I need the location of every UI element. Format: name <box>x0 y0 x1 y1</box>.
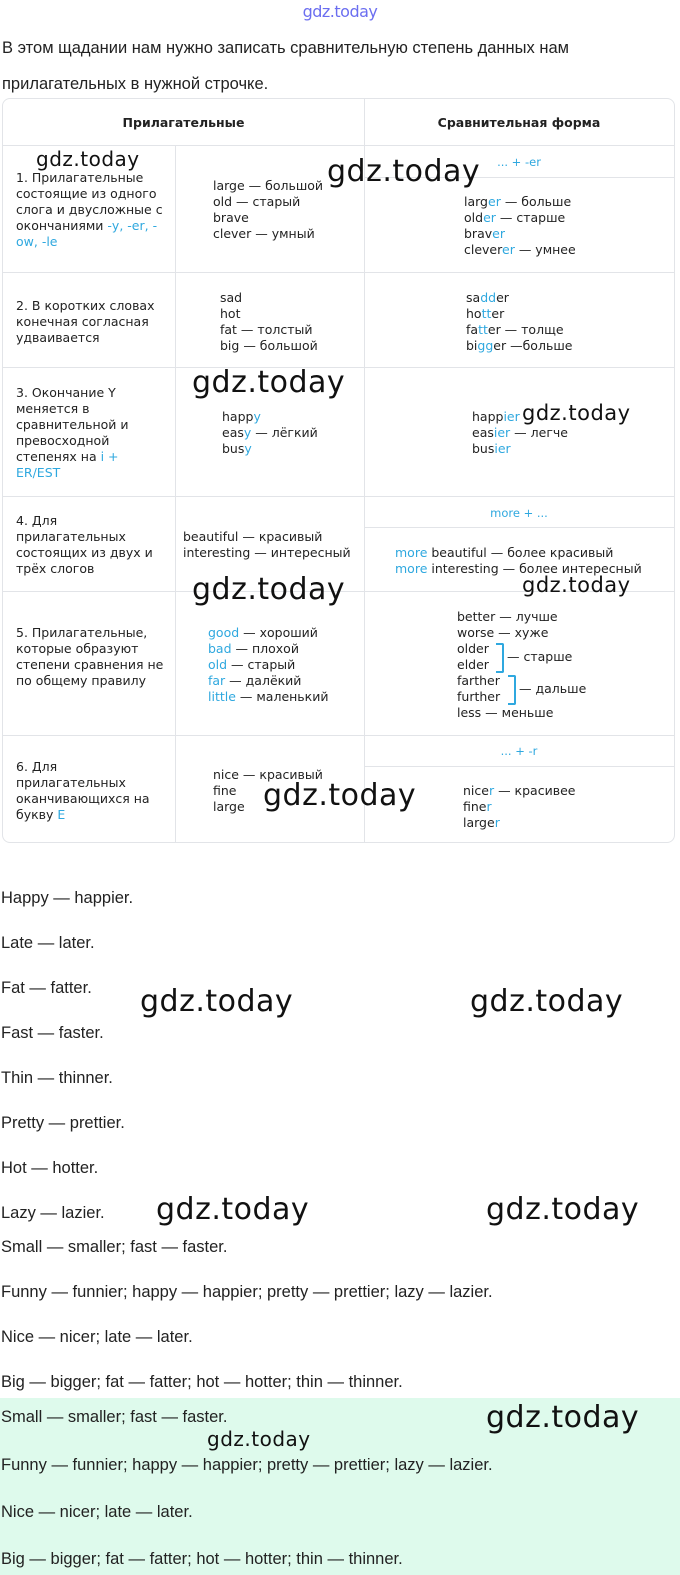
comparative: older — старше <box>464 210 566 225</box>
bracket-older-elder <box>496 643 504 673</box>
comparative: busier <box>472 441 511 456</box>
comparative: larger — больше <box>464 194 572 209</box>
rule-5: 5. Прилагательные, которые образуют степени сравнения не по общему правилу <box>16 625 164 688</box>
answer-line: Fast — faster. <box>1 1024 104 1042</box>
watermark: gdz.today <box>470 984 624 1019</box>
adjective: interesting — интересный <box>183 545 351 560</box>
answer-line: Nice — nicer; late — later. <box>1 1328 193 1346</box>
adjective: old — старый <box>208 657 296 672</box>
rule-3-highlight: i + ER/EST <box>16 449 119 480</box>
adjective: nice — красивый <box>213 767 323 782</box>
answer-line: Hot — hotter. <box>1 1159 99 1177</box>
header-adjectives: Прилагательные <box>122 115 245 130</box>
adjective: fine <box>213 783 237 798</box>
watermark: gdz.today <box>140 984 294 1019</box>
comparative: farther <box>457 673 500 688</box>
comparative: sadder <box>466 290 509 305</box>
row-4-adjectives <box>183 529 351 561</box>
adjective: little — маленький <box>208 689 329 704</box>
rule-3 <box>16 385 166 481</box>
pattern-divider <box>364 766 674 767</box>
answer-line: Pretty — prettier. <box>1 1114 125 1132</box>
comparative: happier <box>472 409 520 424</box>
adjective: big — большой <box>220 338 318 353</box>
comparative: elder <box>457 657 489 672</box>
watermark: gdz.today <box>263 778 417 813</box>
rule-1-text: 1. Прилагательные состоящие из одного слога и двусложные с окончаниями <box>16 170 163 233</box>
row-divider <box>3 735 674 736</box>
comparative: further <box>457 689 501 704</box>
row-1-forms <box>464 194 576 258</box>
comparative: nicer — красивее <box>463 783 576 798</box>
comparative: more interesting — более интересный <box>395 561 642 576</box>
adjective: beautiful — красивый <box>183 529 323 544</box>
column-divider <box>364 99 365 843</box>
adjective: good — хороший <box>208 625 318 640</box>
adjective: large <box>213 799 245 814</box>
watermark: gdz.today <box>192 365 346 400</box>
adjective: hot <box>220 306 241 321</box>
comparative: fatter — толще <box>466 322 564 337</box>
adjective: fat — толстый <box>220 322 313 337</box>
rule-3-text: 3. Окончание Y меняется в сравнительной и превосходной степенях на <box>16 385 129 464</box>
row-divider <box>3 496 674 497</box>
watermark: gdz.today <box>207 1427 311 1451</box>
rule-1 <box>16 170 166 250</box>
watermark: gdz.today <box>522 401 631 425</box>
watermark: gdz.today <box>192 572 346 607</box>
row-1-adjectives <box>213 178 323 242</box>
row-2-adjectives <box>220 290 318 354</box>
highlighted-answer-line: Funny — funnier; happy — happier; pretty — prettier; lazy — lazier. <box>1 1456 493 1474</box>
bracket-label-older: — старше <box>507 649 573 664</box>
answer-line: Thin — thinner. <box>1 1069 113 1087</box>
comparative: finer <box>463 799 492 814</box>
row-divider <box>3 145 674 146</box>
pattern-divider <box>364 527 674 528</box>
adjective: easy — лёгкий <box>222 425 318 440</box>
comparative: larger <box>463 815 500 830</box>
pattern-er: ... + -er <box>497 155 541 169</box>
comparative: hotter <box>466 306 505 321</box>
comparative: more beautiful — более красивый <box>395 545 614 560</box>
row-divider <box>3 272 674 273</box>
watermark: gdz.today <box>486 1192 640 1227</box>
comparative: cleverer — умнее <box>464 242 576 257</box>
adjective: busy <box>222 441 252 456</box>
column-divider <box>175 145 176 843</box>
pattern-r: ... + -r <box>500 744 538 758</box>
highlighted-answer-line: Nice — nicer; late — later. <box>1 1503 193 1521</box>
comparative: less — меньше <box>457 705 554 720</box>
row-5-adjectives <box>208 625 328 705</box>
adjective: brave <box>213 210 249 225</box>
rule-6 <box>16 759 166 823</box>
adjective: sad <box>220 290 243 305</box>
answer-line: Funny — funnier; happy — happier; pretty — prettier; lazy — lazier. <box>1 1283 493 1301</box>
adjective: bad — плохой <box>208 641 299 656</box>
comparative: bigger —больше <box>466 338 573 353</box>
answer-line: Late — later. <box>1 934 95 952</box>
rule-2: 2. В коротких словах конечная согласная удваивается <box>16 298 155 345</box>
task-description: В этом щадании нам нужно записать сравнительную степень данных нам прилагательных в нужной строчке. <box>2 39 569 93</box>
adjective: clever — умный <box>213 226 315 241</box>
answer-line: Small — smaller; fast — faster. <box>1 1238 228 1256</box>
comparative: worse — хуже <box>457 625 549 640</box>
pattern-more: more + ... <box>490 506 548 520</box>
answer-line: Happy — happier. <box>1 889 134 907</box>
row-6-forms <box>463 783 575 831</box>
comparative: easier — легче <box>472 425 568 440</box>
adjective: old — старый <box>213 194 301 209</box>
watermark: gdz.today <box>486 1400 640 1435</box>
watermark: gdz.today <box>522 573 631 597</box>
row-3-adjectives <box>222 409 318 457</box>
rule-4: 4. Для прилагательных состоящих из двух и трёх слогов <box>16 513 153 576</box>
comparative: braver <box>464 226 505 241</box>
comparison-rules-table <box>2 98 675 843</box>
watermark: gdz.today <box>327 154 481 189</box>
comparative: older <box>457 641 489 656</box>
rule-1-highlight: -y, -er, -ow, -le <box>16 218 158 249</box>
adjective: far — далёкий <box>208 673 302 688</box>
row-2-forms <box>466 290 572 354</box>
answer-line: Fat — fatter. <box>1 979 92 997</box>
header-comparative-form: Сравнительная форма <box>437 115 601 130</box>
watermark: gdz.today <box>156 1192 310 1227</box>
comparative: better — лучше <box>457 609 558 624</box>
answer-line: Big — bigger; fat — fatter; hot — hotter; thin — thinner. <box>1 1373 403 1391</box>
watermark-top: gdz.today <box>302 2 378 21</box>
answer-line: Lazy — lazier. <box>1 1204 105 1222</box>
bracket-label-farther: — дальше <box>519 681 587 696</box>
adjective: large — большой <box>213 178 324 193</box>
watermark: gdz.today <box>36 147 140 171</box>
bracket-farther-further <box>508 675 516 705</box>
highlighted-answer-line: Big — bigger; fat — fatter; hot — hotter; thin — thinner. <box>1 1550 403 1568</box>
adjective: happy <box>222 409 261 424</box>
highlighted-answer-line: Small — smaller; fast — faster. <box>1 1408 228 1426</box>
rule-6-highlight: E <box>57 807 66 822</box>
rule-6-text: 6. Для прилагательных оканчивающихся на букву <box>16 759 150 822</box>
